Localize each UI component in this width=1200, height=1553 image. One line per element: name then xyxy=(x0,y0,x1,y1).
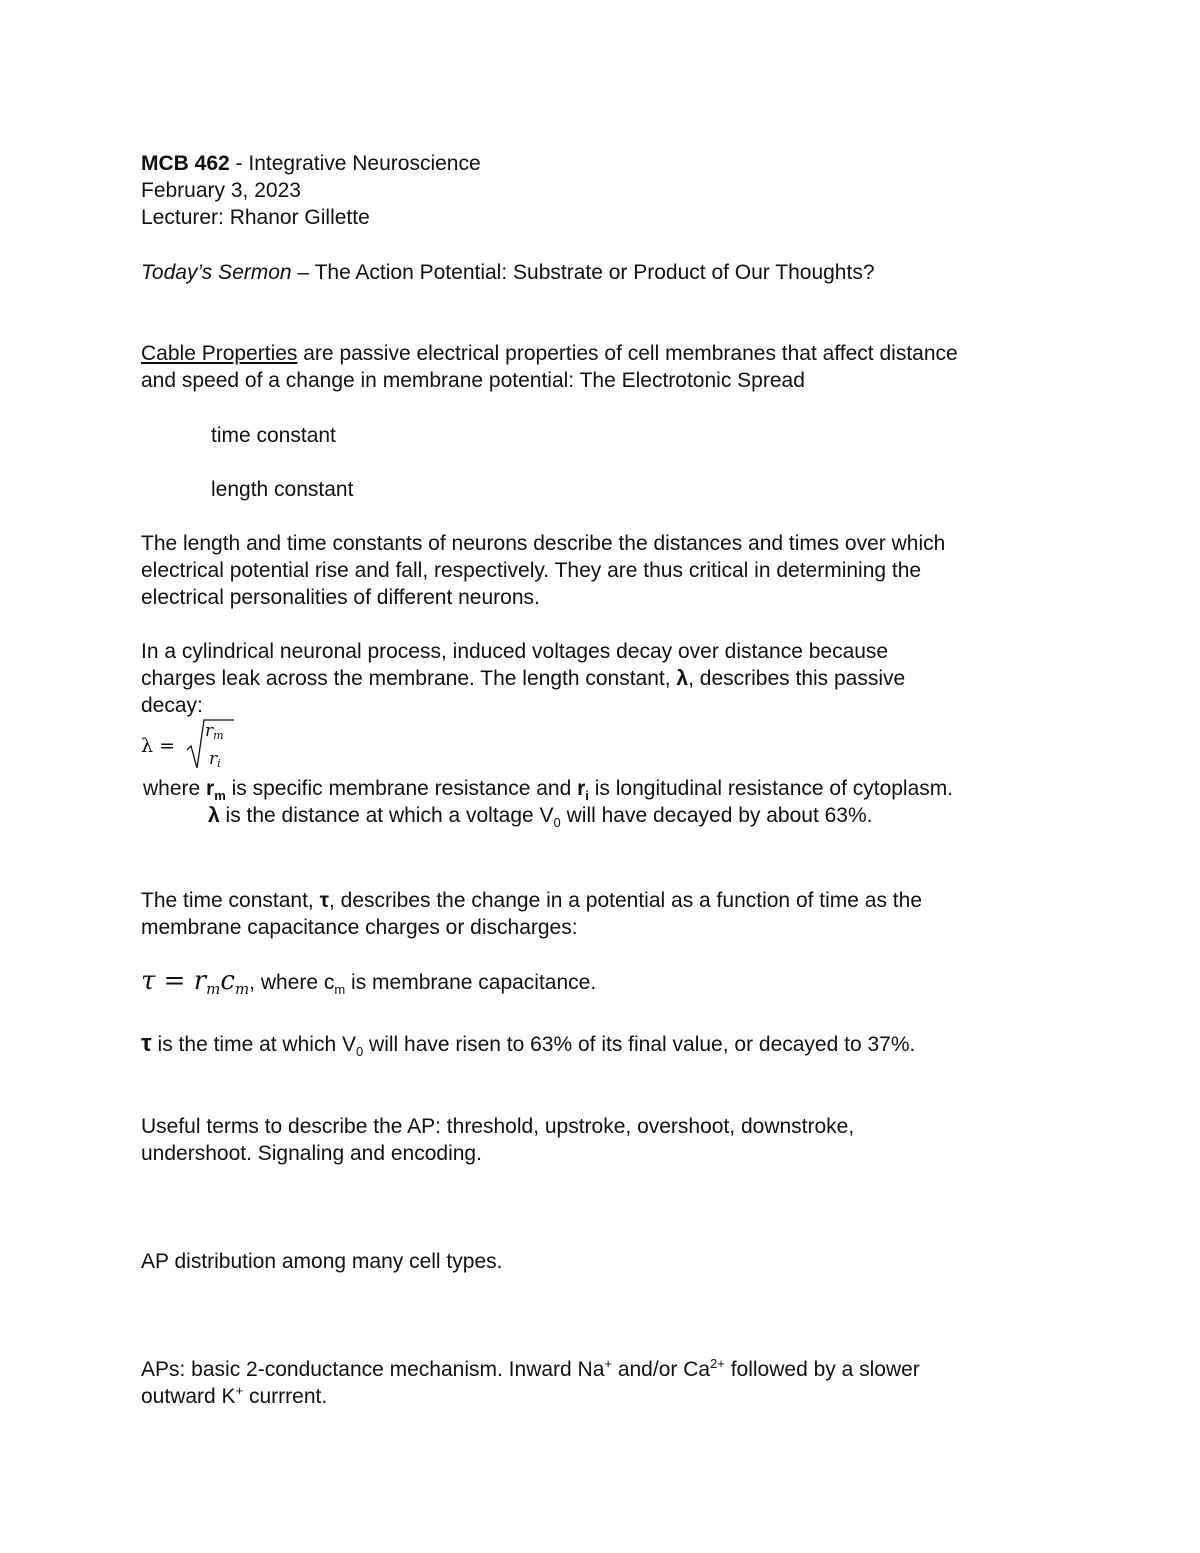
formula-denominator: ri xyxy=(209,749,221,770)
course-name: - Integrative Neuroscience xyxy=(229,152,481,175)
where-line xyxy=(143,775,953,802)
rm-sub: m xyxy=(214,788,226,804)
course-code: MCB 462 xyxy=(141,152,230,175)
terms-line-1: Useful terms to describe the AP: threshold, upstroke, overshoot, downstroke, xyxy=(141,1115,855,1138)
rm-symbol: r xyxy=(206,777,215,800)
tau-definition xyxy=(141,1030,915,1058)
time-line-1-a: The time constant, xyxy=(141,889,320,912)
mechanism-c: followed by a slower xyxy=(724,1358,920,1381)
tau-formula-r-sub: m xyxy=(206,980,221,999)
cable-line-2: and speed of a change in membrane potential: The Electrotonic Spread xyxy=(141,369,805,392)
course-title-line xyxy=(141,150,481,177)
ri-symbol: r xyxy=(577,777,586,800)
tau-def-sub: 0 xyxy=(355,1044,364,1060)
sermon-label: Today’s Sermon xyxy=(141,261,292,284)
mechanism-d: outward K xyxy=(141,1385,236,1408)
list-item-time-constant: time constant xyxy=(211,424,336,447)
length-line-2 xyxy=(141,665,905,692)
na-charge: + xyxy=(604,1356,612,1371)
mechanism-e: currrent. xyxy=(243,1385,328,1408)
mechanism-line-2 xyxy=(141,1383,327,1410)
lambda-symbol: λ xyxy=(676,667,689,690)
length-line-3: decay: xyxy=(141,694,203,717)
lambda-def-b: will have decayed by about 63%. xyxy=(560,804,873,827)
tau-formula-rest-a: , where c xyxy=(249,971,335,994)
cable-line-1 xyxy=(141,340,958,367)
time-line-2: membrane capacitance charges or discharges: xyxy=(141,916,578,939)
tau-def-b: will have risen to 63% of its final value, or decayed to 37%. xyxy=(363,1033,916,1056)
tau-formula-c-sub: m xyxy=(234,980,250,999)
mechanism-line-1 xyxy=(141,1356,920,1383)
constants-line-3: electrical personalities of different neurons. xyxy=(141,586,540,609)
constants-line-1: The length and time constants of neurons describe the distances and times over which xyxy=(141,532,946,555)
distribution-line: AP distribution among many cell types. xyxy=(141,1250,503,1273)
formula-numerator: rm xyxy=(205,721,224,742)
lambda-definition xyxy=(208,802,872,829)
sermon-title-line xyxy=(141,259,875,286)
sqrt-formula-graphic xyxy=(141,718,261,778)
list-item-length-constant: length constant xyxy=(211,478,354,501)
tau-formula-c: c xyxy=(220,966,235,996)
k-charge: + xyxy=(235,1383,244,1398)
formula-lhs: λ = xyxy=(141,735,176,757)
length-constant-formula xyxy=(141,718,261,778)
lambda-def-symbol: λ xyxy=(208,804,220,827)
mechanism-b: and/or Ca xyxy=(611,1358,711,1381)
tau-def-symbol: τ xyxy=(141,1030,152,1057)
sermon-title: – The Action Potential: Substrate or Product of Our Thoughts? xyxy=(291,261,875,284)
lecture-date: February 3, 2023 xyxy=(141,179,301,202)
constants-line-2: electrical potential rise and fall, respectively. They are thus critical in determining the xyxy=(141,559,922,582)
time-constant-formula-line xyxy=(141,964,596,1000)
tau-formula-rest-b: is membrane capacitance. xyxy=(345,971,597,994)
mechanism-a: APs: basic 2-conductance mechanism. Inward Na xyxy=(141,1358,605,1381)
length-line-2-a: charges leak across the membrane. The length constant, xyxy=(141,667,677,690)
where-c: is longitudinal resistance of cytoplasm. xyxy=(588,777,954,800)
ri-sub: i xyxy=(585,788,589,804)
where-a: where xyxy=(143,777,207,800)
ca-charge: 2+ xyxy=(710,1356,725,1371)
where-b: is specific membrane resistance and xyxy=(225,777,578,800)
tau-def-a: is the time at which V xyxy=(151,1033,356,1056)
tau-formula-r: r xyxy=(193,966,207,996)
tau-symbol: τ xyxy=(319,889,329,912)
lecturer-line: Lecturer: Rhanor Gillette xyxy=(141,206,370,229)
cable-term: Cable Properties xyxy=(141,342,298,365)
terms-line-2: undershoot. Signaling and encoding. xyxy=(141,1142,482,1165)
tau-formula-rest-sub: m xyxy=(334,982,346,998)
lambda-def-sub: 0 xyxy=(553,815,561,831)
lambda-def-a: is the distance at which a voltage V xyxy=(219,804,554,827)
length-line-1: In a cylindrical neuronal process, induced voltages decay over distance because xyxy=(141,640,889,663)
cable-line-1-text: are passive electrical properties of cell membranes that affect distance xyxy=(297,342,958,365)
time-line-1 xyxy=(141,887,922,914)
tau-formula-lhs: τ = xyxy=(141,966,194,996)
time-line-1-b: , describes the change in a potential as a function of time as the xyxy=(328,889,923,912)
length-line-2-b: , describes this passive xyxy=(688,667,906,690)
